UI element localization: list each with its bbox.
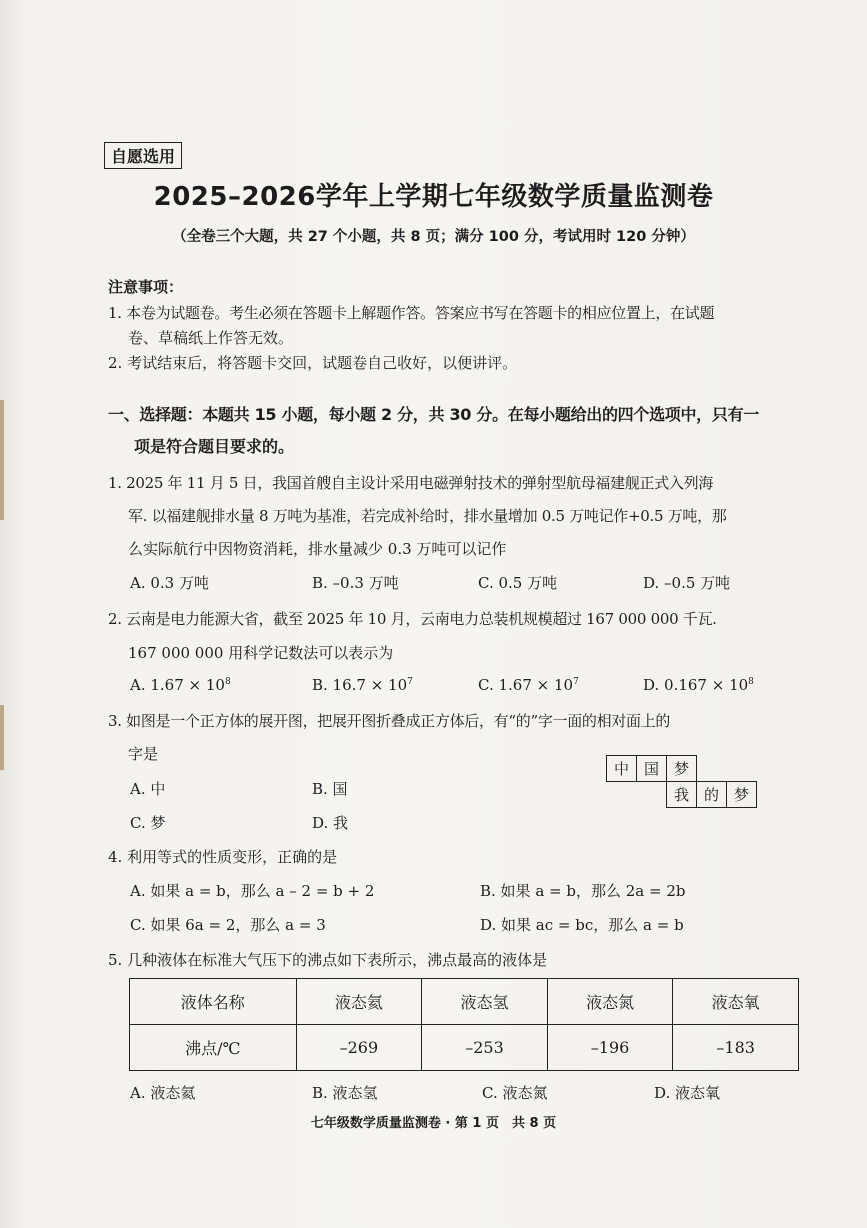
q4-option-b: B. 如果 a = b，那么 2a = 2b	[480, 882, 686, 900]
q5-option-d: D. 液态氧	[654, 1084, 721, 1102]
table-cell: –196	[547, 1025, 673, 1071]
cube-net-cell: 中	[607, 756, 637, 782]
q3-option-d: D. 我	[312, 814, 349, 832]
q5-option-b: B. 液态氢	[312, 1084, 378, 1102]
notice-item-1: 1. 本卷为试题卷。考生必须在答题卡上解题作答。答案应书写在答题卡的相应位置上，在试题	[108, 304, 715, 322]
q2-option-d	[643, 676, 754, 694]
q3-stem-cont: 字是	[128, 745, 159, 763]
page-footer: 七年级数学质量监测卷 · 第 1 页 共 8 页	[310, 1116, 557, 1131]
q3-option-c: C. 梦	[130, 814, 166, 832]
cube-net-empty	[607, 782, 637, 808]
notice-heading: 注意事项：	[108, 278, 184, 296]
table-cell: 沸点/℃	[130, 1025, 297, 1071]
table-row	[130, 1025, 799, 1071]
q2-option-b	[312, 676, 413, 694]
q5-option-a: A. 液态氦	[130, 1084, 196, 1102]
q1-stem-cont: 军. 以福建舰排水量 8 万吨为基准，若完成补给时，排水量增加 0.5 万吨记作+0.5 万吨，那	[128, 507, 727, 525]
cube-net-cell: 国	[637, 756, 667, 782]
table-cell: –183	[673, 1025, 799, 1071]
q1-stem-cont: 么实际航行中因物资消耗，排水量减少 0.3 万吨可以记作	[128, 540, 507, 558]
cube-net-figure	[606, 755, 757, 808]
q1-option-c: C. 0.5 万吨	[478, 574, 558, 592]
page-edge-mark	[0, 400, 4, 520]
q2-option-c	[478, 676, 579, 694]
table-header-cell: 液体名称	[130, 979, 297, 1025]
cube-net-empty	[697, 756, 727, 782]
q1-option-d: D. –0.5 万吨	[643, 574, 731, 592]
q5-option-c: C. 液态氮	[482, 1084, 548, 1102]
q4-stem: 4. 利用等式的性质变形，正确的是	[108, 848, 338, 866]
table-header-cell: 液态氦	[296, 979, 422, 1025]
q1-option-b: B. –0.3 万吨	[312, 574, 399, 592]
q2-option-d-base: D. 0.167 × 10	[643, 676, 749, 694]
q4-option-c: C. 如果 6a = 2，那么 a = 3	[130, 916, 326, 934]
q1-stem: 1. 2025 年 11 月 5 日，我国首艘自主设计采用电磁弹射技术的弹射型航母福建舰正式入列海	[108, 474, 714, 492]
exam-title: 2025–2026学年上学期七年级数学质量监测卷	[153, 182, 714, 212]
q2-option-a	[130, 676, 231, 694]
page-edge-mark	[0, 705, 4, 770]
q3-stem: 3. 如图是一个正方体的展开图，把展开图折叠成正方体后，有“的”字一面的相对面上的	[108, 712, 671, 730]
q1-option-a: A. 0.3 万吨	[130, 574, 209, 592]
table-header-cell: 液态氧	[673, 979, 799, 1025]
q4-option-d: D. 如果 ac = bc，那么 a = b	[480, 916, 684, 934]
table-row	[130, 979, 799, 1025]
cube-net-cell: 我	[667, 782, 697, 808]
q2-option-a-exp: 8	[224, 677, 231, 687]
exam-subtitle: （全卷三个大题，共 27 个小题，共 8 页；满分 100 分，考试用时 120 分钟）	[172, 229, 695, 245]
q2-option-b-exp: 7	[407, 677, 413, 687]
cube-net-cell: 梦	[667, 756, 697, 782]
q2-option-c-exp: 7	[573, 677, 579, 687]
cube-net-empty	[637, 782, 667, 808]
section-1-heading: 一、选择题：本题共 15 小题，每小题 2 分，共 30 分。在每小题给出的四个选项中，只有一	[108, 405, 759, 424]
q2-option-b-base: B. 16.7 × 10	[312, 676, 408, 694]
q2-option-c-base: C. 1.67 × 10	[478, 676, 574, 694]
cube-net-empty	[727, 756, 757, 782]
table-header-cell: 液态氮	[547, 979, 673, 1025]
q2-stem: 2. 云南是电力能源大省，截至 2025 年 10 月，云南电力总装机规模超过 167 000 000 千瓦.	[108, 610, 717, 628]
q3-option-b: B. 国	[312, 780, 348, 798]
q2-option-d-exp: 8	[748, 677, 754, 687]
cube-net-row	[607, 782, 757, 808]
section-1-heading-cont: 项是符合题目要求的。	[134, 437, 295, 456]
q4-option-a: A. 如果 a = b，那么 a – 2 = b + 2	[130, 882, 375, 900]
table-cell: –253	[422, 1025, 548, 1071]
notice-item-1-cont: 卷、草稿纸上作答无效。	[128, 329, 294, 347]
cube-net-cell: 梦	[727, 782, 757, 808]
cube-net-row	[607, 756, 757, 782]
boiling-point-table	[129, 978, 799, 1071]
elective-badge: 自愿选用	[104, 142, 182, 169]
notice-item-2: 2. 考试结束后，将答题卡交回，试题卷自己收好，以便讲评。	[108, 354, 518, 372]
cube-net-cell: 的	[697, 782, 727, 808]
q5-stem: 5. 几种液体在标准大气压下的沸点如下表所示，沸点最高的液体是	[108, 951, 548, 969]
table-cell: –269	[296, 1025, 422, 1071]
q3-option-a: A. 中	[130, 780, 166, 798]
q2-option-a-base: A. 1.67 × 10	[130, 676, 225, 694]
table-header-cell: 液态氢	[422, 979, 548, 1025]
q2-stem-cont: 167 000 000 用科学记数法可以表示为	[128, 644, 394, 662]
